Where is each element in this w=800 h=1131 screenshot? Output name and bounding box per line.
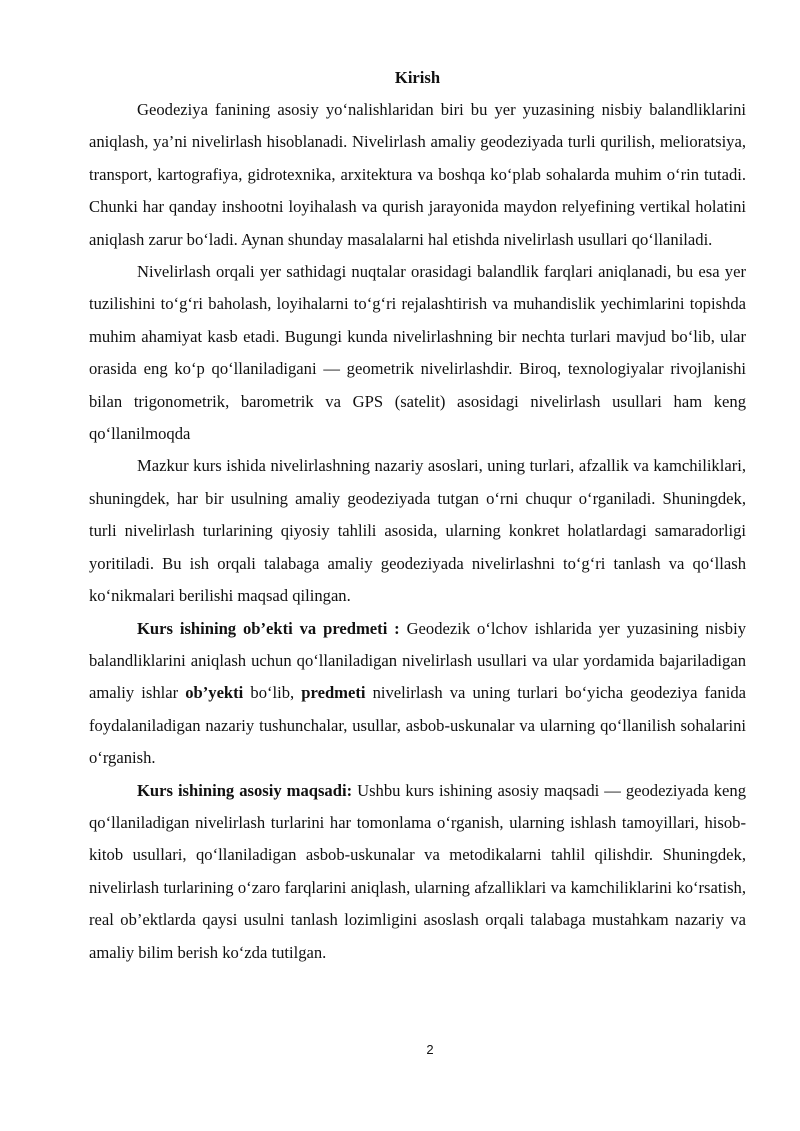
- obekt-predmet-heading: Kurs ishining ob’ekti va predmeti :: [137, 618, 400, 638]
- paragraph-intro: Geodeziya fanining asosiy yo‘nalishlaridan biri bu yer yuzasining nisbiy balandliklarini aniqlash, ya’ni nivelirlash hisoblanadi. Nivelirlash amaliy geodeziyada turli qurilish, melioratsiya, transport, kartografiya, gidrotexnika, arxitektura va boshqa ko‘plab sohalarda muhim o‘rin tutadi. Chunki har qanday inshootni loyihalash va qurish jarayonida maydon relyefining vertikal holatini aniqlash zarur bo‘ladi. Aynan shunday masalalarni hal etishda nivelirlash usullari qo‘llaniladi.: [89, 100, 746, 249]
- obekt-predmet-text-a: Geodezik o‘lchov ishlarida yer yuzasining nisbiy balandliklarini aniqlash uchun qo‘llaniladigan nivelirlash usullari va ular yordamida bajariladigan amaliy ishlar: [89, 618, 746, 703]
- paragraph-nivelirlash: Nivelirlash orqali yer sathidagi nuqtalar orasidagi balandlik farqlari aniqlanadi, bu esa yer tuzilishini to‘g‘ri baholash, loyihalarni to‘g‘ri rejalashtirish va muhandislik yechimlarini topishda muhim ahamiyat kasb etadi. Bugungi kunda nivelirlashning bir nechta turlari mavjud bo‘lib, ular orasida eng ko‘p qo‘llaniladigani — geometrik nivelirlashdir. Biroq, texnologiyalar rivojlanishi bilan trigonometrik, barometrik va GPS (satelit) asosidagi nivelirlash usullari ham keng qo‘llanilmoqda: [89, 262, 746, 444]
- obekt-predmet-text-c: nivelirlash va uning turlari bo‘yicha geodeziya fanida foydalaniladigan nazariy tushunchalar, usullar, asbob-uskunalar va ularning qo‘llanilish sohalarini o‘rganish.: [89, 683, 746, 768]
- paragraph-maqsad: [89, 775, 746, 969]
- page-content: [89, 66, 746, 969]
- paragraph-obekt-predmet: [89, 613, 746, 775]
- paragraph-kurs-ishi: Mazkur kurs ishida nivelirlashning nazariy asoslari, uning turlari, afzallik va kamchiliklari, shuningdek, har bir usulning amaliy geodeziyada tutgan o‘rni chuqur o‘rganiladi. Shuningdek, turli nivelirlash turlarining qiyosiy tahlili asosida, ularning konkret holatlardagi samaradorligi yoritiladi. Bu ish orqali talabaga amaliy geodeziyada nivelirlashni to‘g‘ri tanlash va qo‘llash ko‘nikmalari berilishi maqsad qilingan.: [89, 456, 746, 606]
- obyekti-bold: ob’yekti: [185, 683, 244, 703]
- page-number: 2: [426, 1042, 434, 1057]
- predmeti-bold: predmeti: [301, 683, 366, 703]
- obekt-predmet-text-b: bo‘lib,: [243, 683, 302, 703]
- page-title: Kirish: [394, 68, 441, 87]
- maqsad-text: Ushbu kurs ishining asosiy maqsadi — geodeziyada keng qo‘llaniladigan nivelirlash turlarini har tomonlama o‘rganish, ularning ishlash tamoyillari, hisob-kitob usullari, qo‘llaniladigan asbob-uskunalar va metodikalarni tahlil qilishdir. Shuningdek, nivelirlash turlarining o‘zaro farqlarini aniqlash, ularning afzalliklari va kamchiliklarini ko‘rsatish, real ob’ektlarda qaysi usulni tanlash lozimligini asoslash orqali talabaga mustahkam nazariy va amaliy bilim berish ko‘zda tutilgan.: [89, 780, 746, 962]
- maqsad-heading: Kurs ishining asosiy maqsadi:: [137, 780, 353, 800]
